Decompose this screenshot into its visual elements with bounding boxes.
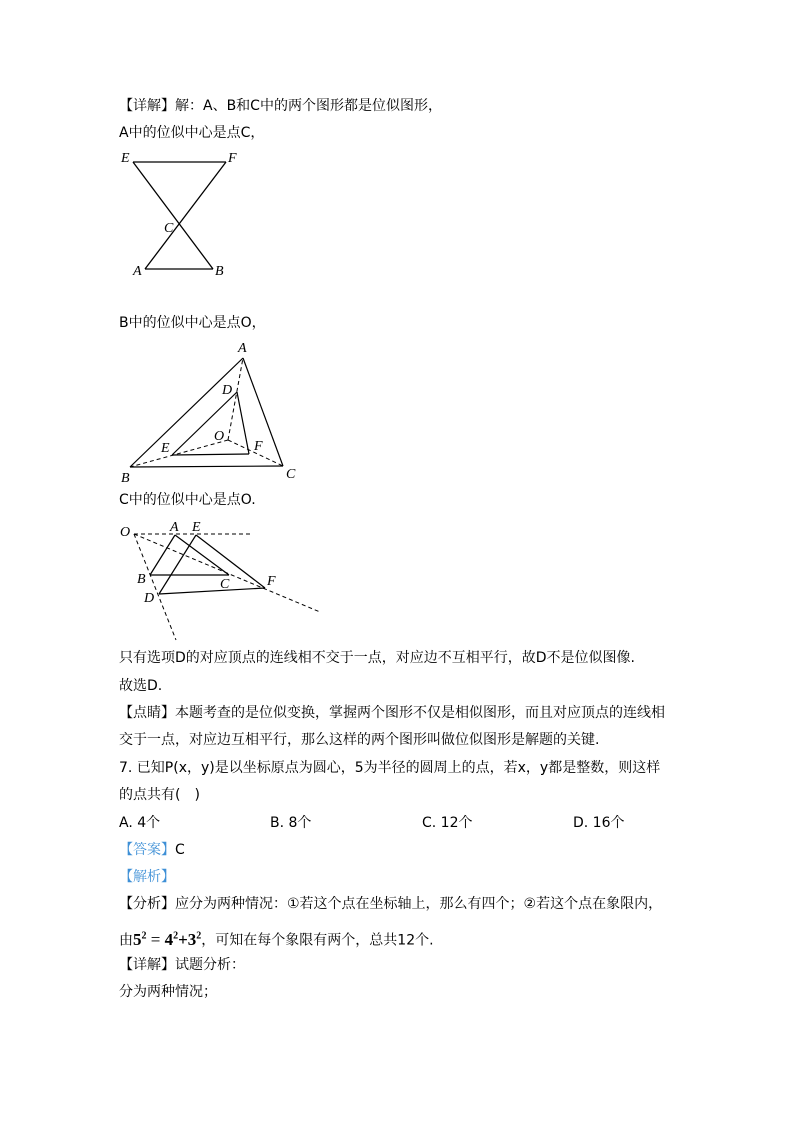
label-a: A [170, 520, 179, 535]
question-7-line-2: 的点共有( ) [119, 787, 200, 803]
label-f: F [228, 151, 237, 166]
tip-line-1: 【点睛】本题考查的是位似变换，掌握两个图形不仅是相似图形，而且对应顶点的连线相 [119, 705, 665, 721]
answer-line [119, 841, 185, 859]
choice-line: 故选D. [119, 678, 163, 694]
label-d: D [222, 383, 233, 398]
label-d: D [144, 591, 155, 606]
label-b: B [121, 471, 130, 486]
tip-line-2: 交于一点，对应边互相平行，那么这样的两个图形叫做位似图形是解题的关键. [119, 732, 600, 748]
figure-c [110, 515, 330, 645]
label-c: C [164, 221, 174, 236]
segment-fa [145, 162, 226, 269]
question-7-line-1: 7. 已知P(x，y)是以坐标原点为圆心，5为半径的圆周上的点，若x，y都是整数，则这样 [119, 760, 661, 776]
segment-eb [133, 162, 213, 269]
solution-detail-line: 【详解】解：A、B和C中的两个图形都是位似图形， [119, 98, 442, 114]
analysis-line-2 [119, 927, 434, 950]
text: 由 [119, 932, 133, 949]
figure-b-caption: B中的位似中心是点O， [119, 315, 266, 331]
figure-a-caption: A中的位似中心是点C， [119, 125, 265, 141]
label-c: C [220, 577, 230, 592]
detail-line-1: 【详解】试题分析： [119, 957, 245, 973]
option-c: C. 12个 [422, 815, 473, 831]
label-a: A [238, 341, 247, 356]
label-e: E [121, 151, 130, 166]
label-f: F [267, 574, 276, 589]
conclusion-line: 只有选项D的对应顶点的连线相不交于一点，对应边不互相平行，故D不是位似图像. [119, 650, 636, 666]
label-o: O [120, 525, 131, 540]
equation: $5^2 = 4^2+3^2$ [133, 929, 202, 949]
analysis-label: 【解析】 [119, 869, 175, 885]
label-o: O [214, 429, 225, 444]
label-e: E [192, 520, 201, 535]
label-a: A [133, 264, 142, 279]
option-a: A. 4个 [119, 815, 161, 831]
label-b: B [215, 264, 224, 279]
option-d: D. 16个 [573, 815, 625, 831]
label-f: F [254, 439, 263, 454]
answer-value: C [175, 842, 185, 858]
figure-c-caption: C中的位似中心是点O. [119, 492, 256, 508]
option-b: B. 8个 [270, 815, 312, 831]
text: ，可知在每个象限有两个，总共12个. [201, 932, 434, 949]
label-b: B [137, 572, 146, 587]
answer-label: 【答案】 [119, 842, 175, 858]
label-e: E [161, 441, 170, 456]
figure-a [110, 145, 250, 285]
label-c: C [286, 467, 296, 482]
figure-b [110, 330, 310, 490]
detail-line-2: 分为两种情况； [119, 984, 217, 1000]
analysis-line-1: 【分析】应分为两种情况：①若这个点在坐标轴上，那么有四个；②若这个点在象限内， [119, 896, 663, 912]
